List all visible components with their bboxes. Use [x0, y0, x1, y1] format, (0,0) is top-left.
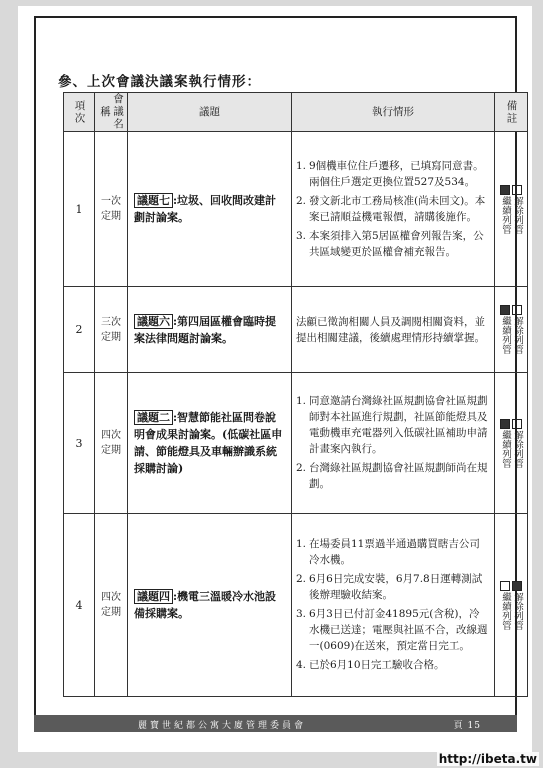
- table-row: [64, 514, 528, 697]
- note-cell: [495, 287, 528, 373]
- exec-item: 4. 已於6月10日完工驗收合格。: [296, 659, 445, 671]
- row-number: 2: [64, 287, 95, 373]
- note-cell: [495, 514, 528, 697]
- note-continue: 繼續列管: [500, 429, 511, 468]
- exec-item: 1. 同意邀請台灣綠社區規劃協會社區規劃師對本社區進行規劃，社區節能燈具及電動機車充電器列入低碳社區補助申請計畫案內執行。: [296, 395, 488, 455]
- note-release: 解除列管: [512, 195, 523, 234]
- meeting-name: 三次 定期: [95, 287, 128, 373]
- header-no: 項次: [64, 93, 95, 132]
- issue-tag: 議題七: [134, 193, 173, 208]
- meeting-name: 一次 定期: [95, 132, 128, 287]
- issue-text: :垃圾、回收間改建計劃討論案。: [134, 194, 277, 224]
- header-exec: 執行情形: [292, 93, 495, 132]
- table-header-row: [64, 93, 528, 132]
- page-number: 頁 15: [453, 721, 481, 731]
- exec-cell: [292, 373, 495, 514]
- issue-text: :第四屆區權會臨時提案法律問題討論案。: [134, 314, 277, 345]
- note-continue: 繼續列管: [500, 195, 511, 234]
- note-release: 解除列管: [512, 316, 523, 354]
- exec-item: 1. 9個機車位住戶遷移，已填寫同意書。兩個住戶選定更換位置527及534。: [296, 159, 484, 188]
- exec-item: 2. 發文新北市工務局核准(尚未回文)。本案已請順益機電報價，請購後施作。: [296, 194, 486, 223]
- section-title: 參、上次會議決議案執行情形：: [58, 74, 261, 90]
- issue-tag: 議題二: [134, 410, 173, 425]
- exec-item: 2. 台灣綠社區規劃協會社區規劃師尚在規劃。: [296, 462, 488, 490]
- issue-text: :智慧節能社區問卷說明會成果討論案。(低碳社區申請、節能燈具及車輛辦識系統採購討論): [134, 411, 283, 475]
- note-release: 解除列管: [512, 429, 523, 468]
- exec-item: 2. 6月6日完成安裝，6月7.8日運轉測試後辦理驗收結案。: [296, 573, 483, 601]
- exec-item: 3. 本案須排入第5居區權會列報告案，公共區域變更於區權會補充報告。: [296, 229, 484, 258]
- issue-text: :機電三溫暖冷水池設備採購案。: [134, 590, 277, 620]
- note-continue: 繼續列管: [500, 316, 511, 354]
- table-row: [64, 287, 528, 373]
- note-release: 解除列管: [512, 591, 523, 630]
- checked-checkbox-icon: [512, 581, 522, 591]
- note-cell: [495, 373, 528, 514]
- meeting-name: 四次 定期: [95, 514, 128, 697]
- exec-item: 3. 6月3日已付訂金41895元(含稅)，冷水機已送達；電壓與社區不合，改線週一(0609)在送來，預定當日完工。: [296, 608, 488, 652]
- row-number: 1: [64, 132, 95, 287]
- row-number: 3: [64, 373, 95, 514]
- issue-cell: [128, 132, 292, 287]
- issue-tag: 議題四: [134, 589, 173, 604]
- issue-tag: 議題六: [134, 314, 173, 329]
- issue-cell: [128, 373, 292, 514]
- checked-checkbox-icon: [500, 305, 510, 315]
- table-row: [64, 132, 528, 287]
- minutes-table: [63, 92, 528, 697]
- footer-title: 麗寶世紀都公寓大廈管理委員會: [138, 721, 307, 731]
- header-note: 備註: [495, 93, 528, 132]
- header-issue: 議題: [128, 93, 292, 132]
- document-page: [18, 6, 532, 752]
- issue-cell: [128, 287, 292, 373]
- checked-checkbox-icon: [500, 419, 510, 429]
- exec-cell: [292, 514, 495, 697]
- page-footer: [34, 715, 517, 732]
- exec-item: 1. 在場委員11票過半通過購買瞎吉公司冷水機。: [296, 538, 480, 566]
- note-cell: [495, 132, 528, 287]
- table-row: [64, 373, 528, 514]
- meeting-name: 四次 定期: [95, 373, 128, 514]
- checked-checkbox-icon: [500, 185, 510, 195]
- exec-cell: [292, 132, 495, 287]
- exec-text: 法顧已徵詢相關人員及調閱相關資料，並提出相關建議，後續處理情形持續掌握。: [296, 315, 485, 344]
- exec-cell: [292, 287, 495, 373]
- row-number: 4: [64, 514, 95, 697]
- issue-cell: [128, 514, 292, 697]
- note-continue: 繼續列管: [500, 591, 511, 630]
- header-type: 會議名稱: [95, 93, 128, 132]
- watermark: http://ibeta.tw: [438, 752, 537, 766]
- empty-checkbox-icon: [512, 185, 522, 195]
- empty-checkbox-icon: [512, 305, 522, 315]
- empty-checkbox-icon: [500, 581, 510, 591]
- empty-checkbox-icon: [512, 419, 522, 429]
